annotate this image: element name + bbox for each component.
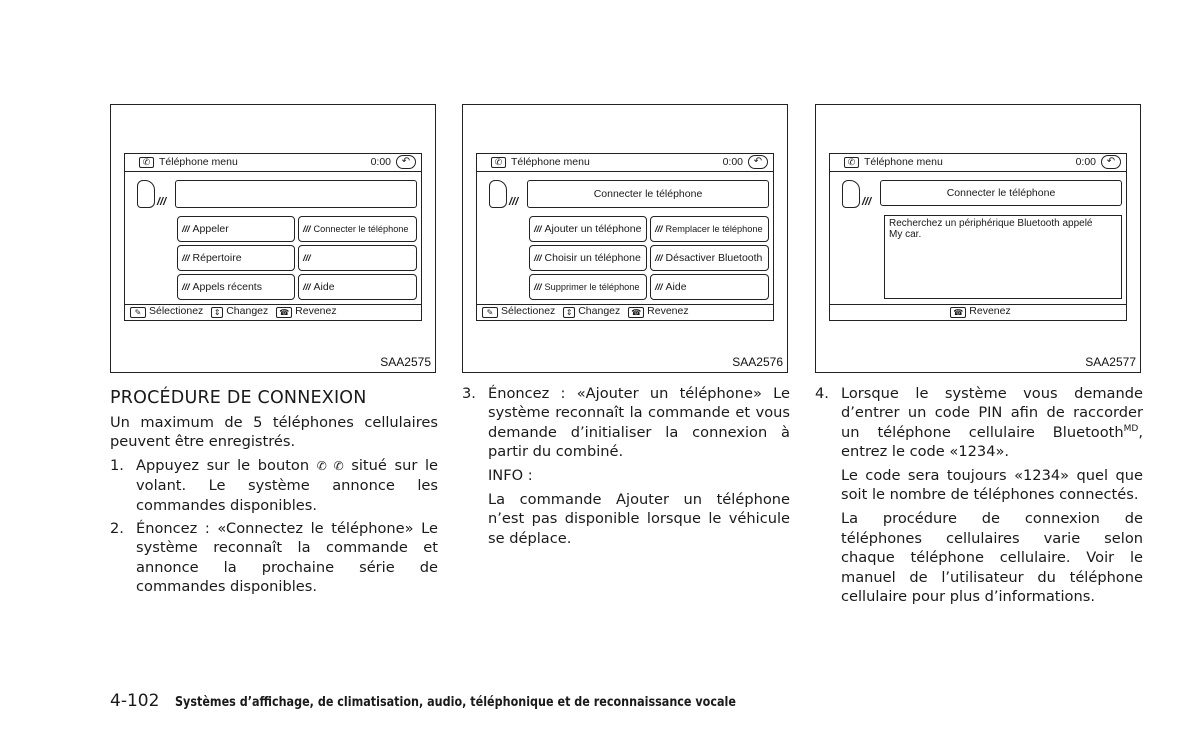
page-number: 4-102 xyxy=(110,691,160,711)
screen-time: 0:00 xyxy=(1075,156,1096,168)
mic-waves-icon: /// xyxy=(303,253,311,263)
screen-header xyxy=(477,154,773,172)
step-text: Appuyez sur le bouton xyxy=(136,456,310,474)
supprimer-telephone-button[interactable]: /// Supprimer le téléphone xyxy=(529,274,647,300)
figure-saa2576 xyxy=(462,104,788,373)
aide-button[interactable]: /// Aide xyxy=(298,274,417,300)
screen-title: Téléphone menu xyxy=(864,156,943,168)
step-text: Énoncez : «Connectez le téléphone» Le système reconnaît la commande et annonce la prochaine série de commandes disponibles. xyxy=(136,520,438,596)
appels-recents-button[interactable]: /// Appels récents xyxy=(177,274,295,300)
screen-title: Téléphone menu xyxy=(511,156,590,168)
footer-select-label: Sélectionez xyxy=(501,305,556,317)
screen-footer xyxy=(125,304,421,320)
hangup-icon: ☎ xyxy=(276,307,292,318)
step-4 xyxy=(815,384,1143,462)
phone-icon: ✆ xyxy=(491,157,506,168)
select-knob-icon: ✎ xyxy=(482,307,498,318)
voice-recognition-icon: /// xyxy=(487,180,521,214)
step-number: 3. xyxy=(462,385,476,402)
aide-button[interactable]: /// Aide xyxy=(650,274,769,300)
screen-time: 0:00 xyxy=(370,156,391,168)
select-knob-icon: ✎ xyxy=(130,307,146,318)
mic-waves-icon: /// xyxy=(182,253,190,263)
appeler-button[interactable]: /// Appeler xyxy=(177,216,295,242)
empty-button[interactable] xyxy=(298,245,417,271)
figure-saa2575 xyxy=(110,104,436,373)
voice-command-field xyxy=(175,180,417,208)
bluetooth-search-message xyxy=(884,215,1122,299)
voice-recognition-icon: /// xyxy=(840,180,874,214)
mic-waves-icon: /// xyxy=(534,253,542,263)
step-number: 4. xyxy=(815,385,829,402)
up-down-icon: ⇕ xyxy=(563,307,575,318)
mic-waves-icon: /// xyxy=(534,224,542,234)
footer-change-label: Changez xyxy=(578,305,621,317)
step-text: Lorsque le système vous demande d’entrer un code PIN afin de raccorder un téléphone cellulaire Bluetooth xyxy=(841,385,1143,441)
step-number: 2. xyxy=(110,520,124,538)
screen-footer xyxy=(830,304,1126,320)
footer-change-label: Changez xyxy=(226,305,269,317)
step-2 xyxy=(110,519,438,597)
mic-waves-icon: /// xyxy=(303,224,311,234)
mic-waves-icon: /// xyxy=(655,224,663,234)
screen-header xyxy=(125,154,421,172)
screen-header xyxy=(830,154,1126,172)
mic-waves-icon: /// xyxy=(182,282,190,292)
screen-footer xyxy=(477,304,773,320)
mic-waves-icon: /// xyxy=(655,282,663,292)
section-title: PROCÉDURE DE CONNEXION xyxy=(110,388,367,408)
step-1 xyxy=(110,456,438,515)
intro-paragraph: Un maximum de 5 téléphones cellulaires peuvent être enregistrés. xyxy=(110,414,438,451)
voice-recognition-icon: /// xyxy=(135,180,169,214)
choisir-telephone-button[interactable]: /// Choisir un téléphone xyxy=(529,245,647,271)
phone-menu-screen xyxy=(124,153,422,321)
figure-code: SAA2577 xyxy=(1085,355,1136,369)
mic-waves-icon: /// xyxy=(182,224,190,234)
info-label: INFO : xyxy=(488,466,533,484)
phone-menu-screen xyxy=(476,153,774,321)
footer-back-label: Revenez xyxy=(647,305,689,317)
step-text: situé sur le volant. Le système annonce les commandes disponibles. xyxy=(136,456,438,514)
info-line: My car. xyxy=(889,229,922,240)
text-column-2 xyxy=(462,384,790,553)
figure-saa2577 xyxy=(815,104,1141,373)
phone-icon: ✆ xyxy=(139,157,154,168)
voice-command-field: Connecter le téléphone xyxy=(880,180,1122,206)
hangup-icon: ☎ xyxy=(950,307,966,318)
talk-phone-switch-icon: ✆ ✆ xyxy=(316,458,344,473)
mic-waves-icon: /// xyxy=(534,282,542,292)
mic-waves-icon: /// xyxy=(303,282,311,292)
info-line: Recherchez un périphérique Bluetooth appelé xyxy=(889,218,1093,229)
mic-waves-icon: /// xyxy=(655,253,663,263)
figure-code: SAA2575 xyxy=(380,355,431,369)
ajouter-telephone-button[interactable]: /// Ajouter un téléphone xyxy=(529,216,647,242)
step-text: , entrez le code «1234». xyxy=(841,423,1143,461)
page-footer xyxy=(110,691,827,711)
up-down-icon: ⇕ xyxy=(211,307,223,318)
footer-back-label: Revenez xyxy=(295,305,337,317)
text-column-1 xyxy=(110,385,438,601)
figure-code: SAA2576 xyxy=(732,355,783,369)
screen-title: Téléphone menu xyxy=(159,156,238,168)
procedure-paragraph: La procédure de connexion de téléphones cellulaires varie selon chaque téléphone cellulaire. Voir le manuel de l’utilisateur du téléphone cellulaire pour plus d’informations. xyxy=(841,510,1143,606)
chapter-title: Systèmes d’affichage, de climatisation, audio, téléphonique et de reconnaissance vocale xyxy=(174,695,736,710)
remplacer-telephone-button[interactable]: /// Remplacer le téléphone xyxy=(650,216,769,242)
step-number: 1. xyxy=(110,456,124,474)
screen-time: 0:00 xyxy=(722,156,743,168)
back-arrow-icon[interactable]: ↶ xyxy=(1101,155,1121,169)
hangup-icon: ☎ xyxy=(628,307,644,318)
voice-command-field: Connecter le téléphone xyxy=(527,180,769,208)
footer-back-label: Revenez xyxy=(969,305,1011,317)
repertoire-button[interactable]: /// Répertoire xyxy=(177,245,295,271)
phone-icon: ✆ xyxy=(844,157,859,168)
phone-menu-screen xyxy=(829,153,1127,321)
back-arrow-icon[interactable]: ↶ xyxy=(748,155,768,169)
pin-paragraph: Le code sera toujours «1234» quel que soit le nombre de téléphones connectés. xyxy=(841,466,1143,504)
step-text: Énoncez : «Ajouter un téléphone» Le système reconnaît la commande et vous demande d’initialiser la connexion à partir du combiné. xyxy=(488,385,790,461)
text-column-3 xyxy=(815,384,1143,611)
step-3 xyxy=(462,384,790,462)
back-arrow-icon[interactable]: ↶ xyxy=(396,155,416,169)
trademark-sup: MD xyxy=(1123,423,1139,434)
footer-select-label: Sélectionez xyxy=(149,305,204,317)
desactiver-bluetooth-button[interactable]: /// Désactiver Bluetooth xyxy=(650,245,769,271)
info-text: La commande Ajouter un téléphone n’est pas disponible lorsque le véhicule se déplace. xyxy=(488,491,790,547)
connecter-telephone-button[interactable]: /// Connecter le téléphone xyxy=(298,216,417,242)
